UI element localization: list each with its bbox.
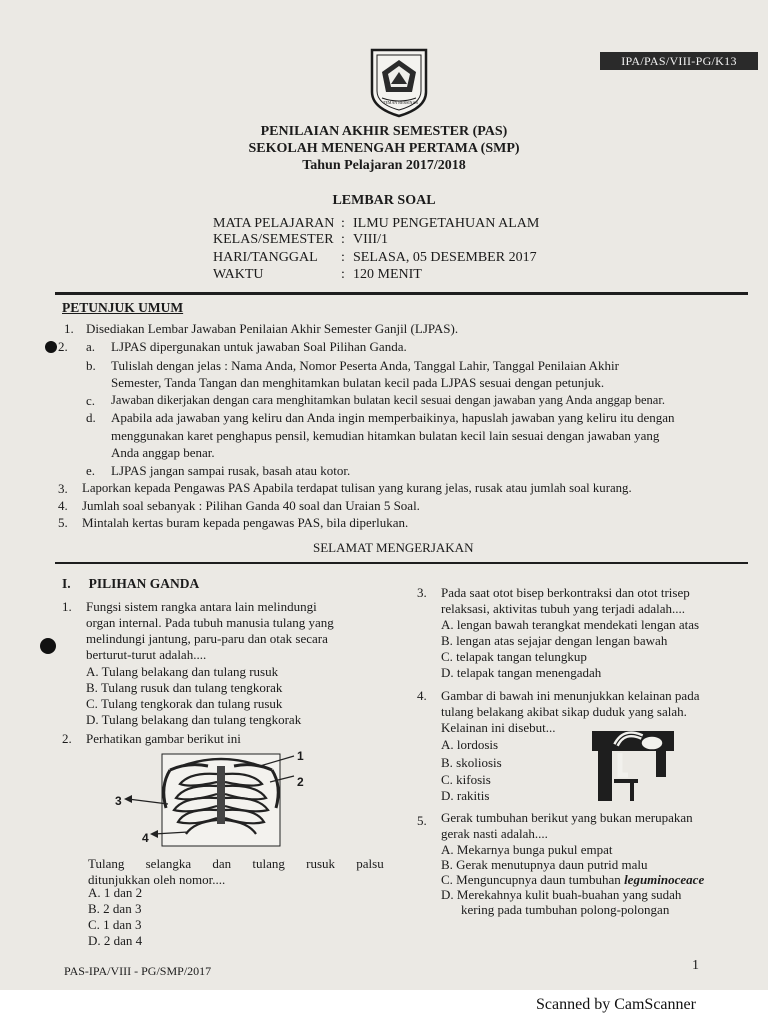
answer-option: B. 2 dan 3 (88, 901, 142, 916)
question-text: Gerak tumbuhan berikut yang bukan merupakan (441, 810, 693, 825)
meta-class: KELAS/SEMESTER : VIII/1 (213, 232, 388, 247)
instruction-2d-line2: menggunakan karet penghapus pensil, kemudian hitamkan bulatan kecil lain sesuai dengan jawaban yang (111, 428, 660, 443)
meta-subject: MATA PELAJARAN : ILMU PENGETAHUAN ALAM (213, 216, 540, 231)
exam-title: PENILAIAN AKHIR SEMESTER (PAS) (260, 124, 508, 139)
question-number: 3. (417, 585, 427, 600)
answer-option-continued: kering pada tumbuhan polong-polongan (461, 902, 670, 917)
top-divider (55, 292, 748, 295)
question-text: tulang belakang akibat sikap duduk yang salah. (441, 704, 687, 719)
sub-letter: d. (86, 410, 96, 425)
diagram-label: 1 (297, 749, 304, 763)
instruction-5: Mintalah kertas buram kepada pengawas PAS, bila diperlukan. (82, 515, 409, 530)
ribcage-illustration (110, 744, 316, 848)
question-text: Gambar di bawah ini menunjukkan kelainan pada (441, 688, 700, 703)
ink-blot (45, 341, 57, 353)
sub-letter: e. (86, 463, 96, 478)
instruction-3: Laporkan kepada Pengawas PAS Apabila terdapat tulisan yang kurang jelas, rusak atau jumlah soal kurang. (82, 481, 632, 495)
sub-letter: c. (86, 393, 96, 408)
answer-option: B. Tulang rusuk dan tulang tengkorak (86, 680, 283, 695)
page-number: 1 (692, 958, 699, 973)
instruction-2b-line2: Semester, Tanda Tangan dan menghitamkan bulatan kecil pada LJPAS sesuai dengan petunjuk. (111, 375, 605, 390)
answer-option: D. telapak tangan menengadah (441, 665, 602, 680)
regency-emblem-icon (368, 46, 430, 118)
school-level: SEKOLAH MENENGAH PERTAMA (SMP) (248, 141, 520, 156)
ink-blot (40, 638, 56, 654)
question-text: Pada saat otot bisep berkontraksi dan otot trisep (441, 585, 690, 600)
question-text: Fungsi sistem rangka antara lain melindungi (86, 599, 317, 614)
answer-option: B. Gerak menutupnya daun putrid malu (441, 857, 648, 872)
answer-option: C. 1 dan 3 (88, 917, 142, 932)
diagram-label: 4 (142, 831, 149, 845)
question-number: 4. (417, 688, 427, 703)
instruction-number: 4. (58, 498, 68, 513)
instruction-2d-line3: Anda anggap benar. (111, 445, 215, 460)
instruction-2a: LJPAS dipergunakan untuk jawaban Soal Pilihan Ganda. (111, 339, 407, 354)
instruction-2c: Jawaban dikerjakan dengan cara menghitamkan bulatan kecil sesuai dengan jawaban yang Anda anggap benar. (111, 393, 665, 407)
instruction-1: Disediakan Lembar Jawaban Penilaian Akhir Semester Ganjil (LJPAS). (86, 321, 459, 336)
question-number: 1. (62, 599, 72, 614)
slouched-student-illustration (590, 725, 676, 803)
section-divider (55, 562, 748, 564)
question-text: ditunjukkan oleh nomor.... (88, 872, 226, 887)
instruction-number: 2. (58, 339, 68, 354)
answer-option: C. kifosis (441, 772, 491, 787)
question-text: Perhatikan gambar berikut ini (86, 731, 241, 746)
instruction-number: 1. (64, 321, 74, 336)
instruction-2d-line1: Apabila ada jawaban yang keliru dan Anda ingin memperbaikinya, hapuslah jawaban yang keliru itu dengan (111, 410, 675, 425)
question-text: berturut-turut adalah.... (86, 647, 207, 662)
academic-year: Tahun Pelajaran 2017/2018 (302, 158, 466, 173)
question-text: gerak nasti adalah.... (441, 826, 548, 841)
meta-duration: WAKTU : 120 MENIT (213, 267, 422, 282)
answer-option: A. lordosis (441, 737, 499, 752)
answer-option: C. Menguncupnya daun tumbuhan leguminoceace (441, 872, 705, 887)
sub-letter: a. (86, 339, 96, 354)
sub-letter: b. (86, 358, 96, 373)
scanner-watermark: Scanned by CamScanner (536, 996, 696, 1013)
page-footer-code: PAS-IPA/VIII - PG/SMP/2017 (64, 964, 212, 978)
answer-option: D. Tulang belakang dan tulang tengkorak (86, 712, 302, 727)
instruction-number: 3. (58, 481, 68, 496)
answer-option: A. 1 dan 2 (88, 885, 143, 900)
question-number: 2. (62, 731, 72, 746)
question-text: Tulang selangka dan tulang rusuk palsu (88, 856, 384, 871)
answer-option: C. telapak tangan telungkup (441, 649, 587, 664)
answer-option: D. 2 dan 4 (88, 933, 143, 948)
diagram-label: 3 (115, 794, 122, 808)
answer-option: A. Mekarnya bunga pukul empat (441, 842, 613, 857)
answer-option: C. Tulang tengkorak dan tulang rusuk (86, 696, 283, 711)
meta-date: HARI/TANGGAL : SELASA, 05 DESEMBER 2017 (213, 250, 537, 265)
sheet-title: LEMBAR SOAL (332, 193, 436, 208)
answer-option: B. skoliosis (441, 755, 502, 770)
answer-option: A. Tulang belakang dan tulang rusuk (86, 664, 279, 679)
answer-option: B. lengan atas sejajar dengan lengan bawah (441, 633, 668, 648)
question-number: 5. (417, 813, 427, 828)
instruction-number: 5. (58, 515, 68, 530)
question-text: melindungi jantung, paru-paru dan otak secara (86, 631, 328, 646)
answer-option: A. lengan bawah terangkat mendekati lengan atas (441, 617, 700, 632)
instruction-4: Jumlah soal sebanyak : Pilihan Ganda 40 soal dan Uraian 5 Soal. (82, 498, 420, 513)
diagram-label: 2 (297, 775, 304, 789)
exam-code-badge: IPA/PAS/VIII-PG/K13 (600, 52, 758, 70)
question-text: relaksasi, aktivitas tubuh yang terjadi adalah.... (441, 601, 686, 616)
question-text: Kelainan ini disebut... (441, 720, 556, 735)
question-text: organ internal. Pada tubuh manusia tulang yang (86, 615, 334, 630)
answer-option: D. Merekahnya kulit buah-buahan yang sudah (441, 887, 682, 902)
scanner-footer (0, 990, 768, 1024)
general-instructions-heading: PETUNJUK UMUM (62, 300, 184, 315)
emblem-motto: TEMAN BERSINAR (383, 100, 419, 105)
instruction-2e: LJPAS jangan sampai rusak, basah atau kotor. (111, 463, 351, 478)
section-heading: I. PILIHAN GANDA (62, 576, 200, 591)
instruction-2b-line1: Tulislah dengan jelas : Nama Anda, Nomor Peserta Anda, Tanggal Lahir, Tanggal Penilaian Akhir (111, 358, 619, 373)
good-luck-message: SELAMAT MENGERJAKAN (313, 540, 474, 555)
answer-option: D. rakitis (441, 788, 490, 803)
